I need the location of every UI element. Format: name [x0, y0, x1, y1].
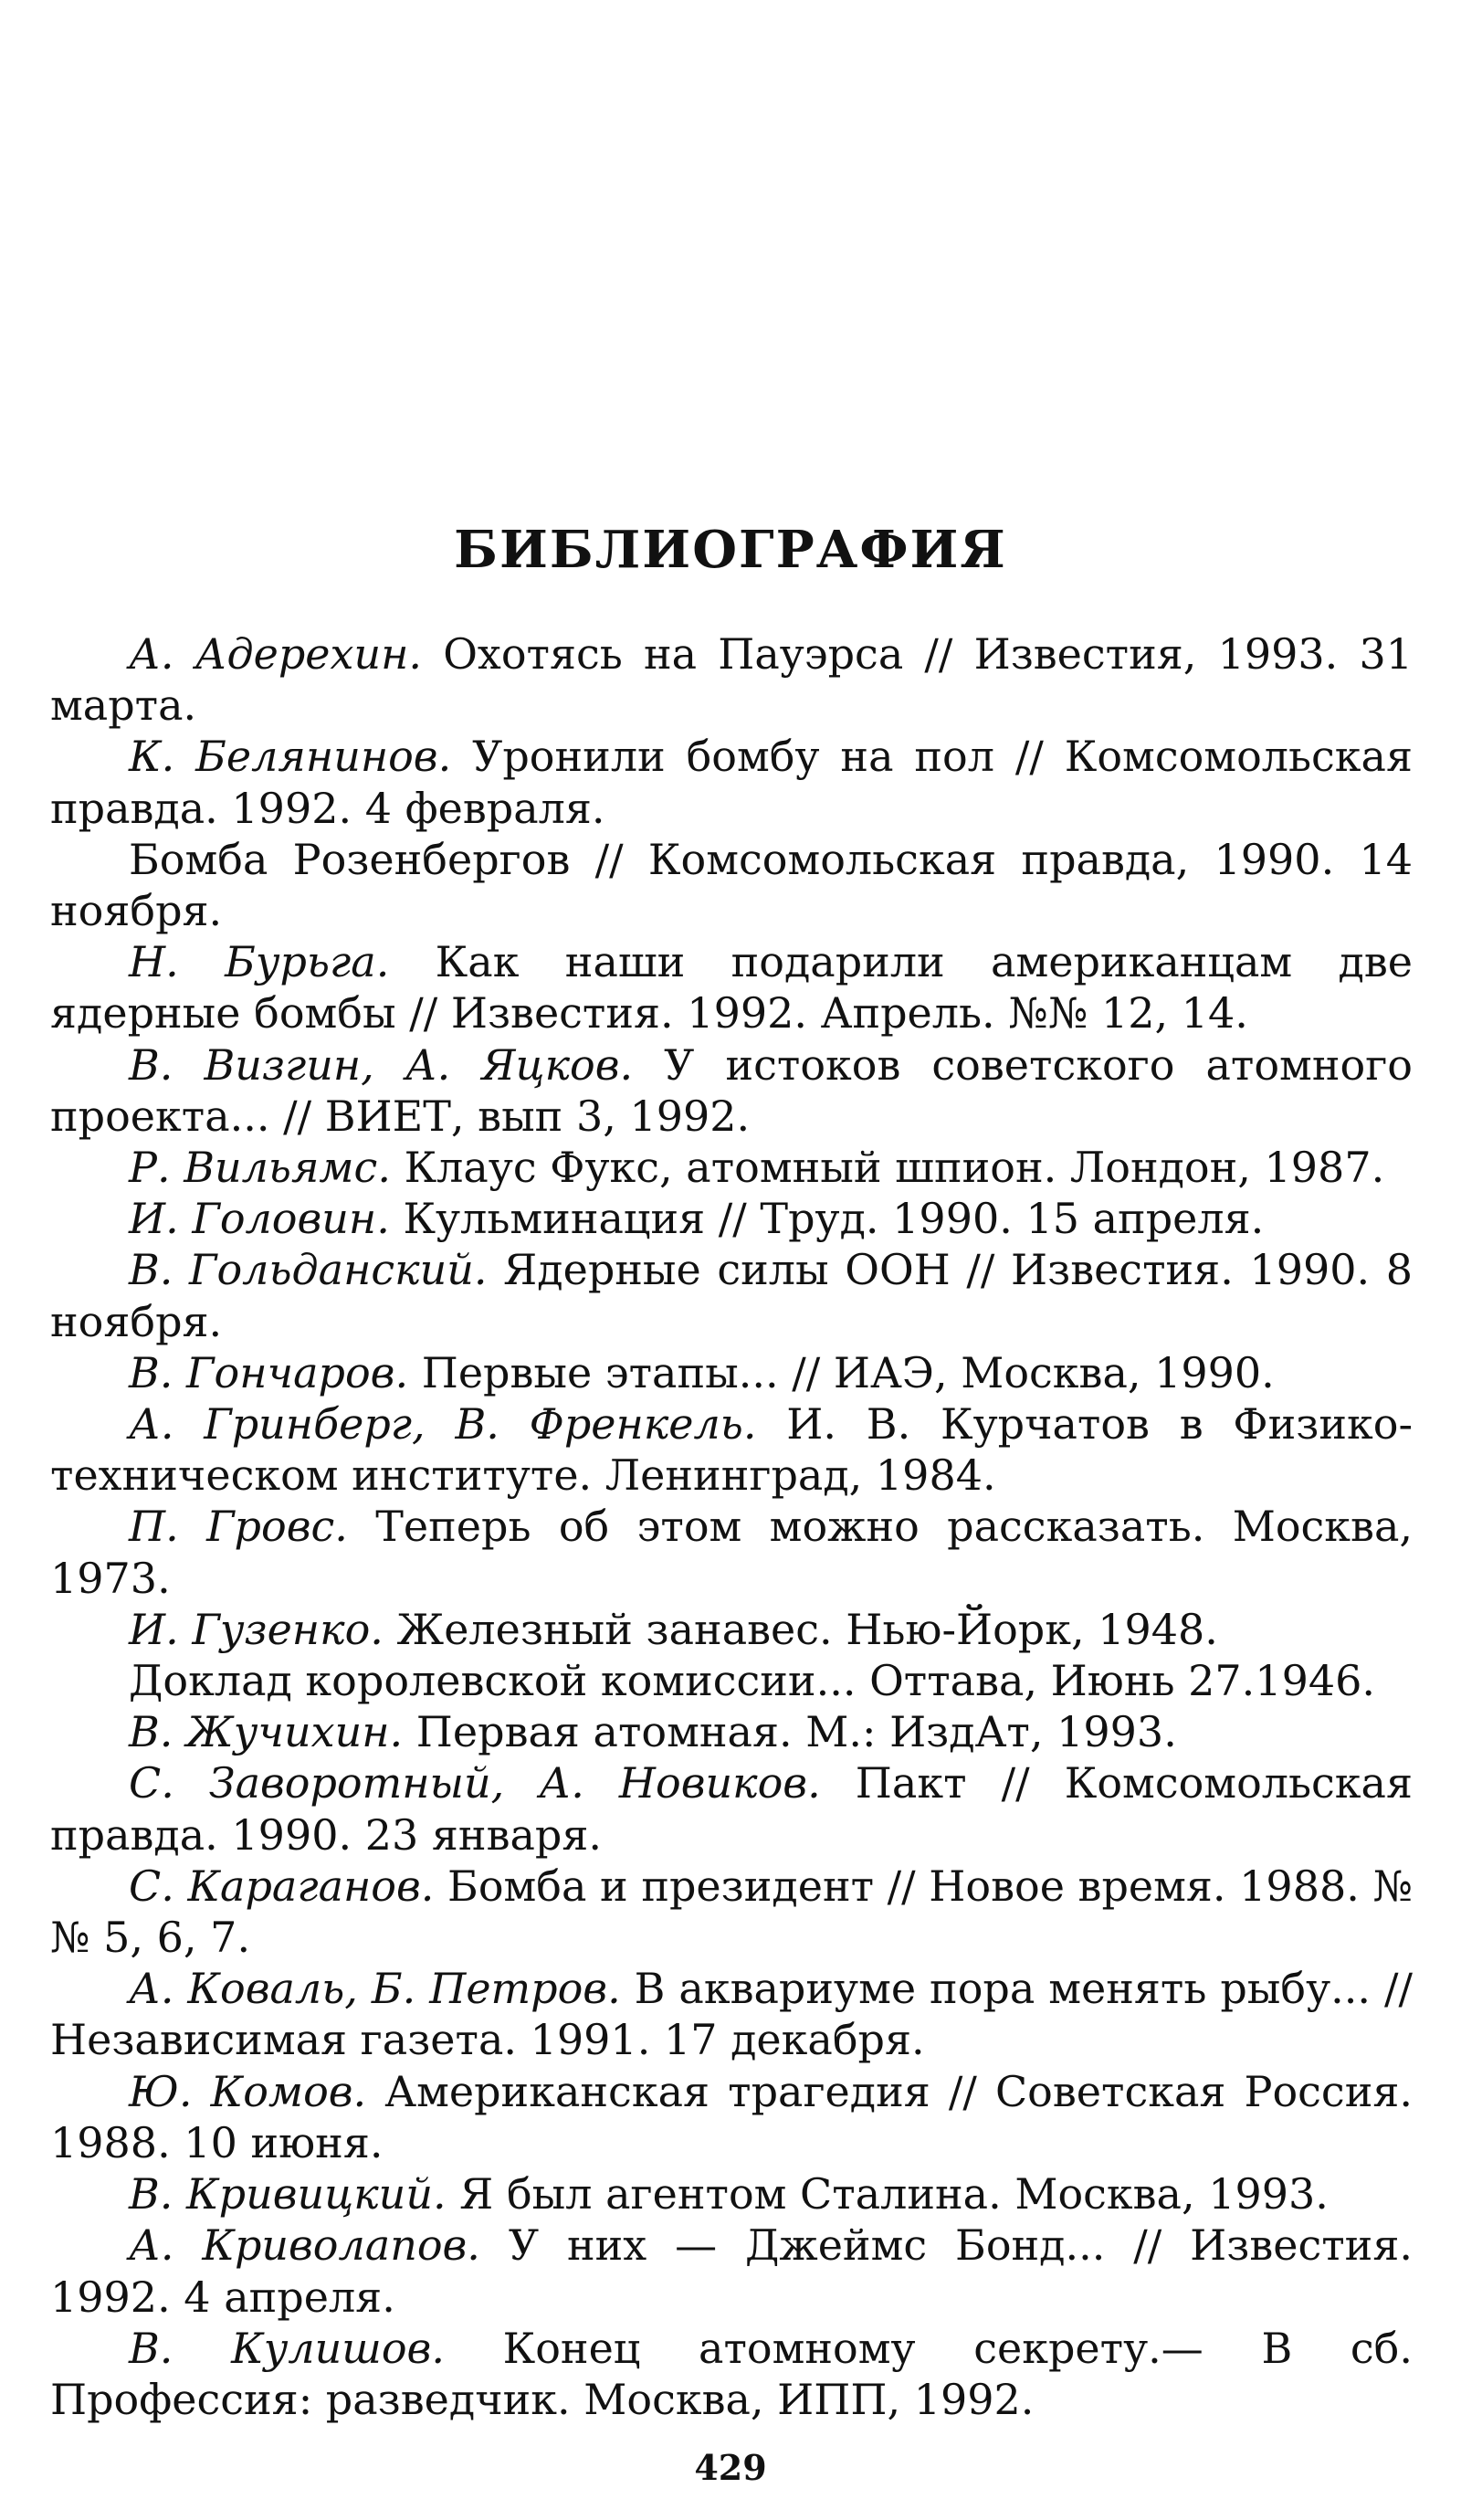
- entry-text: Бомба Розенбергов // Комсомольская правда, 1990. 14 ноября.: [50, 834, 1413, 936]
- bibliography-entry: [50, 1193, 1413, 1244]
- entry-text: Уронили бомбу на пол // Комсомольская правда. 1992. 4 февраля.: [50, 732, 1413, 833]
- bibliography-entry: [50, 834, 1413, 936]
- bibliography-entry: [50, 2219, 1413, 2322]
- bibliography-entry: [50, 1655, 1413, 1706]
- entry-author: В. Кулишов.: [129, 2323, 445, 2373]
- entry-text: Доклад королевской комиссии... Оттава, Июнь 27.1946.: [129, 1656, 1375, 1706]
- entry-author: С. Караганов.: [129, 1861, 435, 1911]
- entry-text: В аквариуме пора менять рыбу... // Независимая газета. 1991. 17 декабря.: [50, 1964, 1413, 2065]
- entry-author: И. Гузенко.: [129, 1604, 384, 1654]
- entry-text: Пакт // Комсомольская правда. 1990. 23 января.: [50, 1758, 1413, 1860]
- bibliography-heading: БИБЛИОГРАФИЯ: [454, 520, 1007, 580]
- bibliography-entry: [50, 1861, 1413, 1963]
- bibliography-entry: [50, 1142, 1413, 1193]
- bibliography-entry: [50, 628, 1413, 731]
- bibliography-entry: [50, 1757, 1413, 1860]
- bibliography-entry: [50, 1039, 1413, 1142]
- entry-author: В. Визгин, А. Яцков.: [129, 1039, 634, 1090]
- bibliography-list: [50, 628, 1413, 2425]
- entry-text: Я был агентом Сталина. Москва, 1993.: [446, 2169, 1329, 2219]
- entry-author: А. Коваль, Б. Петров.: [129, 1964, 621, 2014]
- entry-text: Конец атомному секрету.— В сб. Професcия: разведчик. Москва, ИПП, 1992.: [50, 2323, 1413, 2424]
- entry-author: Р. Вильямс.: [129, 1143, 391, 1193]
- entry-text: Как наши подарили американцам две ядерные бомбы // Известия. 1992. Апрель. №№ 12, 14.: [50, 937, 1413, 1039]
- entry-text: У них — Джеймс Бонд... // Известия. 1992. 4 апреля.: [50, 2220, 1413, 2322]
- entry-text: У истоков советского атомного проекта... // ВИЕТ, вып 3, 1992.: [50, 1039, 1413, 1141]
- entry-text: Охотясь на Пауэрса // Известия, 1993. 31 марта.: [50, 629, 1413, 731]
- entry-text: Железный занавес. Нью-Йорк, 1948.: [383, 1604, 1218, 1654]
- entry-text: Первая атомная. М.: ИздАт, 1993.: [403, 1707, 1177, 1757]
- entry-author: С. Заворотный, А. Новиков.: [129, 1758, 821, 1808]
- bibliography-entry: [50, 2323, 1413, 2425]
- entry-author: В. Кривицкий.: [129, 2169, 447, 2219]
- bibliography-entry: [50, 1706, 1413, 1757]
- entry-author: Н. Бурьга.: [129, 937, 390, 987]
- entry-text: Американская трагедия // Советская Россия. 1988. 10 июня.: [50, 2066, 1413, 2167]
- entry-text: Кульминация // Труд. 1990. 15 апреля.: [389, 1194, 1265, 1244]
- entry-text: Первые этапы... // ИАЭ, Москва, 1990.: [408, 1347, 1275, 1397]
- entry-author: К. Белянинов.: [129, 732, 452, 782]
- entry-text: Теперь об этом можно рассказать. Москва, 1973.: [50, 1502, 1413, 1603]
- entry-author: А. Адерехин.: [129, 629, 423, 679]
- bibliography-entry: [50, 1398, 1413, 1501]
- entry-author: А. Криволапов.: [129, 2220, 480, 2271]
- entry-author: В. Гольданский.: [129, 1245, 488, 1295]
- entry-text: Клаус Фукс, атомный шпион. Лондон, 1987.: [390, 1143, 1385, 1193]
- bibliography-entry: [50, 2066, 1413, 2168]
- entry-author: В. Жучихин.: [129, 1707, 404, 1757]
- entry-text: Бомба и президент // Новое время. 1988. №№ 5, 6, 7.: [50, 1861, 1413, 1963]
- bibliography-entry: [50, 731, 1413, 833]
- entry-author: А. Гринберг, В. Френкель.: [129, 1399, 757, 1450]
- bibliography-entry: [50, 1501, 1413, 1603]
- entry-author: В. Гончаров.: [129, 1347, 409, 1397]
- page-number: 429: [694, 2447, 767, 2488]
- bibliography-entry: [50, 1347, 1413, 1398]
- entry-author: И. Головин.: [129, 1194, 390, 1244]
- bibliography-entry: [50, 1963, 1413, 2065]
- entry-text: Ядерные силы ООН // Известия. 1990. 8 ноября.: [50, 1245, 1413, 1346]
- bibliography-entry: [50, 936, 1413, 1039]
- bibliography-entry: [50, 1244, 1413, 1346]
- entry-author: П. Гровс.: [129, 1502, 348, 1552]
- bibliography-entry: [50, 1604, 1413, 1655]
- entry-text: И. В. Курчатов в Физико-техническом институте. Ленинград, 1984.: [50, 1399, 1413, 1501]
- bibliography-entry: [50, 2168, 1413, 2219]
- entry-author: Ю. Комов.: [129, 2066, 367, 2116]
